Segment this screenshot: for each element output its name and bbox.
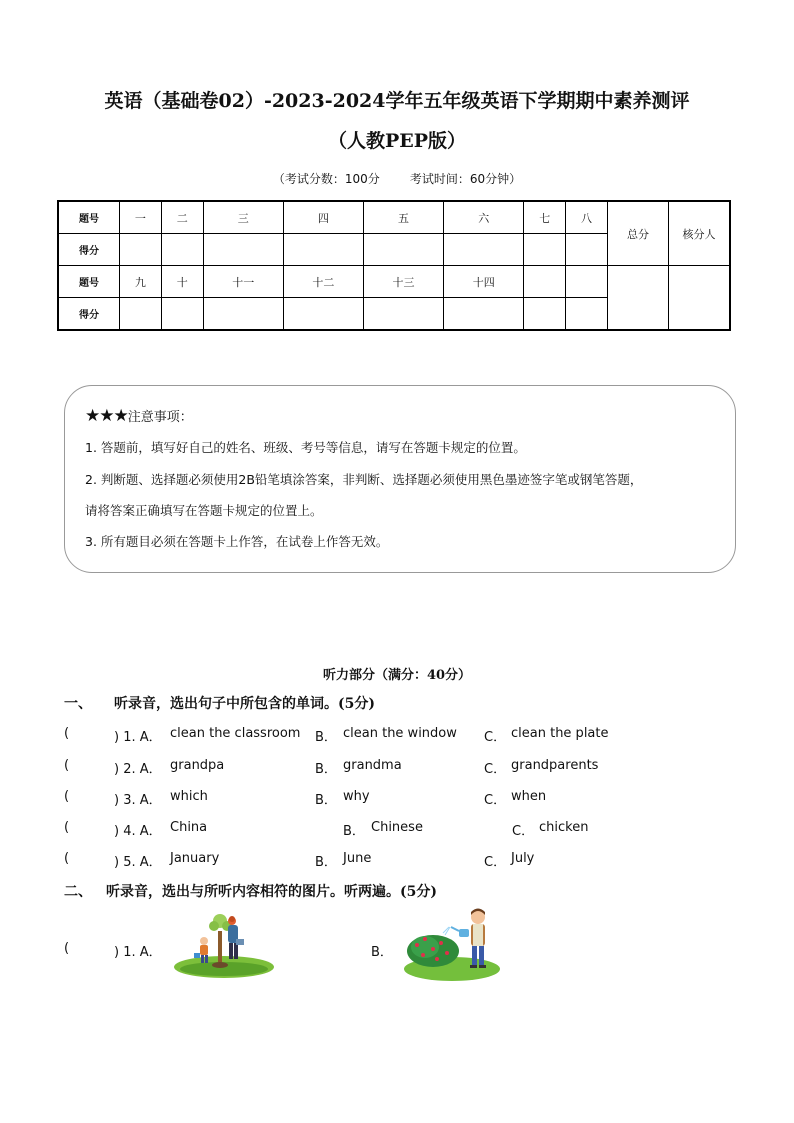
checker-cell[interactable] [669, 266, 731, 331]
option-c: clean the plate [511, 726, 609, 741]
option-b-label: B． [315, 762, 337, 777]
col-header: 二 [161, 201, 203, 234]
question-number: ) 5. A． [114, 855, 162, 870]
notice-item: 2. 判断题、选择题必须使用2B铅笔填涂答案，非判断、选择题必须使用黑色墨迹签字笔或钢笔答题， [85, 472, 643, 487]
exam-info [0, 170, 794, 187]
part2-number: 二、 [64, 884, 92, 900]
score-cell[interactable] [203, 234, 283, 266]
option-c: grandparents [511, 758, 599, 773]
total-cell[interactable] [608, 266, 669, 331]
col-header: 六 [444, 201, 524, 234]
answer-paren-open[interactable]: ( [64, 820, 70, 835]
option-b: clean the window [343, 726, 457, 741]
option-c: chicken [539, 820, 589, 835]
col-header: 四 [283, 201, 363, 234]
part1-instruction: 听录音，选出句子中所包含的单词。(5分) [114, 696, 375, 712]
option-b: why [343, 789, 370, 804]
exam-score: （考试分数：100分 [272, 172, 380, 186]
answer-paren-open[interactable]: ( [64, 851, 70, 866]
option-a: January [170, 851, 220, 866]
col-header: 十四 [444, 266, 524, 298]
exam-subtitle: （人教PEP版） [327, 130, 467, 152]
option-a: China [170, 820, 208, 835]
option-b: June [343, 851, 372, 866]
score-cell[interactable] [161, 234, 203, 266]
listening-title: 听力部分（满分：40分） [322, 668, 472, 683]
col-header: 一 [120, 201, 162, 234]
option-c-label: C． [484, 855, 507, 870]
option-c-label: C． [484, 762, 507, 777]
option-c: when [511, 789, 547, 804]
question-number: ) 1. A． [114, 730, 162, 745]
question-number: ) 4. A． [114, 824, 162, 839]
answer-paren-open[interactable]: ( [64, 758, 70, 773]
question-number: ) 1. A． [114, 945, 162, 960]
notice-box [64, 385, 736, 573]
score-cell[interactable] [120, 298, 162, 331]
score-cell[interactable] [203, 298, 283, 331]
col-header: 十二 [283, 266, 363, 298]
notice-item: 请将答案正确填写在答题卡规定的位置上。 [85, 503, 323, 518]
score-cell[interactable] [444, 298, 524, 331]
option-a: which [170, 789, 208, 804]
option-b-label: B． [315, 730, 337, 745]
col-header: 八 [566, 201, 608, 234]
score-cell[interactable] [444, 234, 524, 266]
total-label: 总分 [608, 201, 669, 266]
row-label: 题号 [58, 266, 120, 298]
option-c-label: C． [484, 793, 507, 808]
option-b: grandma [343, 758, 402, 773]
row-label: 题号 [58, 201, 120, 234]
score-cell[interactable] [161, 298, 203, 331]
option-b-label: B． [371, 945, 393, 960]
part1-heading [64, 693, 375, 713]
score-cell[interactable] [566, 234, 608, 266]
col-header: 十三 [363, 266, 443, 298]
score-label: 得分 [58, 298, 120, 331]
part2-heading [64, 881, 437, 901]
score-cell[interactable] [283, 298, 363, 331]
col-header [566, 266, 608, 298]
answer-paren-open[interactable]: ( [64, 941, 70, 956]
score-cell[interactable] [363, 234, 443, 266]
part1-number: 一、 [64, 696, 92, 712]
option-a: grandpa [170, 758, 225, 773]
checker-label: 核分人 [669, 201, 731, 266]
col-header [524, 266, 566, 298]
star-icon: ★★★ [85, 406, 128, 426]
score-cell[interactable] [524, 234, 566, 266]
option-b-label: B． [315, 855, 337, 870]
question-number: ) 3. A． [114, 793, 162, 808]
notice-title: 注意事项： [127, 410, 193, 425]
col-header: 五 [363, 201, 443, 234]
planting-tree-picture[interactable] [172, 913, 276, 979]
score-cell[interactable] [283, 234, 363, 266]
notice-heading [85, 406, 193, 426]
option-c-label: C． [512, 824, 535, 839]
part2-instruction: 听录音，选出与所听内容相符的图片。听两遍。(5分) [106, 884, 437, 900]
exam-title: 英语（基础卷02）-2023-2024学年五年级英语下学期期中素养测评 [104, 90, 690, 112]
option-b: Chinese [371, 820, 423, 835]
exam-time: 考试时间：60分钟） [409, 172, 522, 186]
option-c: July [511, 851, 535, 866]
col-header: 三 [203, 201, 283, 234]
col-header: 十一 [203, 266, 283, 298]
option-b-label: B． [315, 793, 337, 808]
answer-paren-open[interactable]: ( [64, 789, 70, 804]
question-number: ) 2. A． [114, 762, 162, 777]
watering-flowers-picture[interactable] [403, 907, 501, 983]
notice-item: 3. 所有题目必须在答题卡上作答，在试卷上作答无效。 [85, 534, 389, 549]
option-c-label: C． [484, 730, 507, 745]
option-a: clean the classroom [170, 726, 301, 741]
notice-item: 1. 答题前，填写好自己的姓名、班级、考号等信息，请写在答题卡规定的位置。 [85, 440, 526, 455]
col-header: 七 [524, 201, 566, 234]
col-header: 十 [161, 266, 203, 298]
score-cell[interactable] [524, 298, 566, 331]
col-header: 九 [120, 266, 162, 298]
score-label: 得分 [58, 234, 120, 266]
score-cell[interactable] [363, 298, 443, 331]
option-b-label: B． [343, 824, 365, 839]
score-table [57, 200, 731, 331]
score-cell[interactable] [120, 234, 162, 266]
answer-paren-open[interactable]: ( [64, 726, 70, 741]
score-cell[interactable] [566, 298, 608, 331]
